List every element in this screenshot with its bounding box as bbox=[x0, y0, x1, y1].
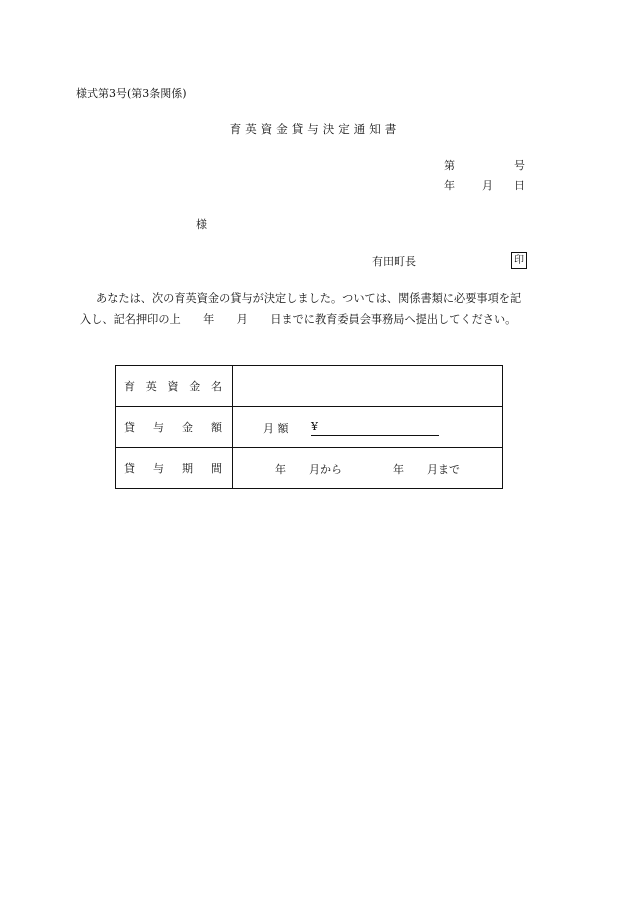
date-year-label: 年 bbox=[444, 179, 455, 192]
label-char: 間 bbox=[211, 462, 222, 475]
loan-period-value[interactable] bbox=[233, 448, 503, 489]
label-char: 金 bbox=[182, 421, 193, 434]
end-month-label: 月まで bbox=[427, 463, 460, 476]
label-char: 額 bbox=[211, 421, 222, 434]
yen-symbol: ¥ bbox=[311, 420, 318, 433]
label-char: 英 bbox=[145, 380, 157, 393]
loan-amount-label bbox=[116, 407, 233, 448]
document-number-prefix: 第 bbox=[444, 159, 455, 172]
document-number-suffix: 号 bbox=[514, 159, 525, 172]
seal-stamp-mark: 印 bbox=[511, 252, 527, 269]
label-char: 金 bbox=[189, 380, 201, 393]
label-char: 与 bbox=[153, 421, 164, 434]
table-row bbox=[116, 407, 503, 448]
table-row bbox=[116, 366, 503, 407]
end-year-label: 年 bbox=[393, 463, 404, 476]
date-day-label: 日 bbox=[514, 179, 525, 192]
label-char: 育 bbox=[124, 380, 135, 393]
label-char: 与 bbox=[153, 462, 164, 475]
recipient-honorific: 様 bbox=[196, 218, 207, 231]
table-row bbox=[116, 448, 503, 489]
label-char: 貸 bbox=[124, 421, 135, 434]
monthly-amount-label: 月 額 bbox=[263, 422, 289, 435]
scholarship-name-label bbox=[116, 366, 233, 407]
label-char: 貸 bbox=[124, 462, 135, 475]
start-month-label: 月から bbox=[309, 463, 342, 476]
loan-period-label bbox=[116, 448, 233, 489]
start-year-label: 年 bbox=[275, 463, 286, 476]
loan-amount-value[interactable] bbox=[233, 407, 503, 448]
loan-details-table bbox=[115, 365, 503, 489]
body-text-line-1: あなたは、次の育英資金の貸与が決定しました。ついては、関係書類に必要事項を記 bbox=[96, 292, 522, 305]
date-month-label: 月 bbox=[482, 179, 493, 192]
document-title: 育英資金貸与決定通知書 bbox=[229, 122, 401, 136]
amount-underline bbox=[311, 435, 439, 436]
form-number-label: 様式第3号(第3条関係) bbox=[76, 87, 187, 100]
label-char: 名 bbox=[211, 380, 222, 393]
body-text-line-2: 入し、記名押印の上 年 月 日までに教育委員会事務局へ提出してください。 bbox=[80, 313, 517, 326]
issuer-name: 有田町長 bbox=[372, 255, 416, 268]
label-char: 期 bbox=[182, 462, 193, 475]
scholarship-name-value[interactable] bbox=[233, 366, 503, 407]
label-char: 資 bbox=[167, 380, 179, 393]
